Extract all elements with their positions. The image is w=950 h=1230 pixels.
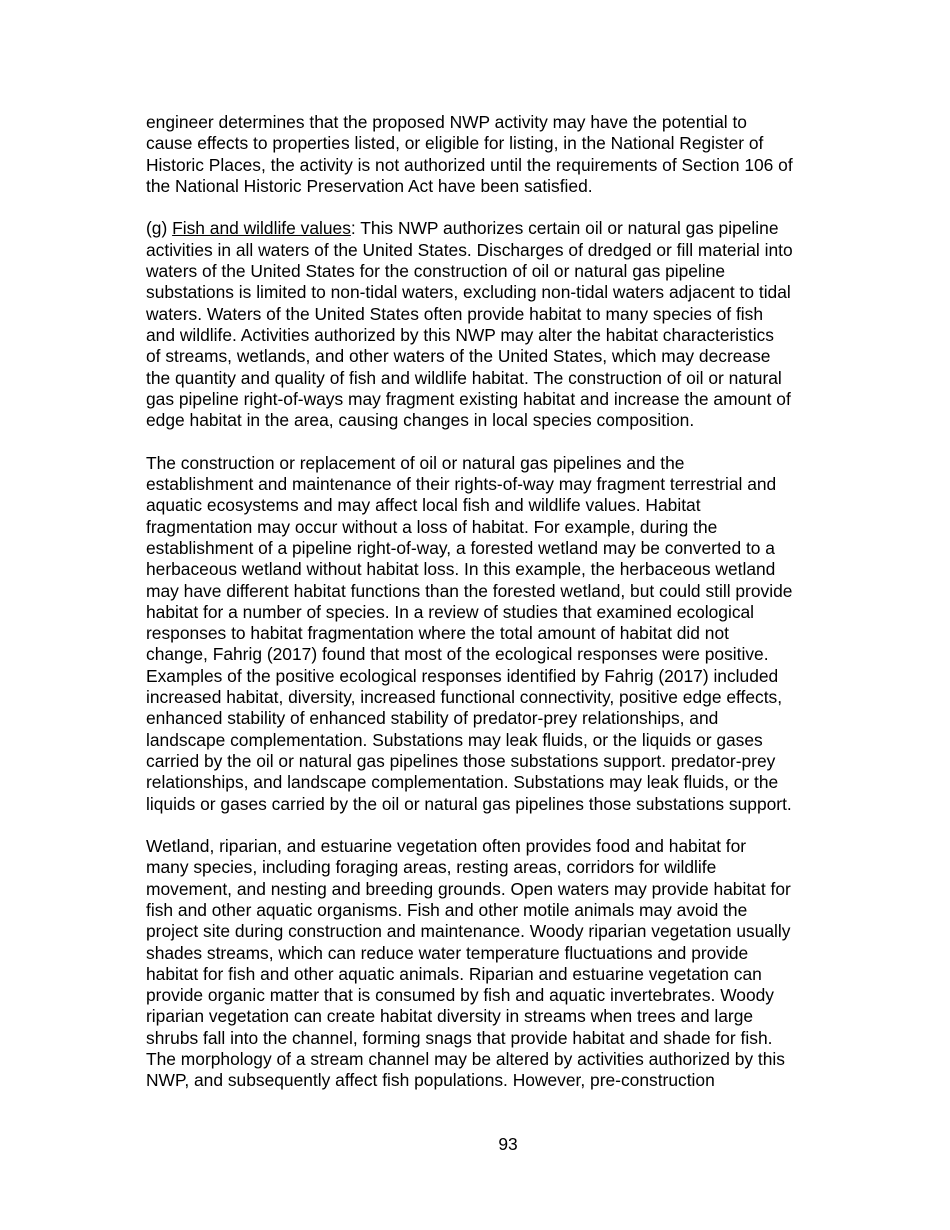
paragraph-fish-wildlife-values: [146, 218, 846, 431]
text-line: liquids or gases carried by the oil or natural gas pipelines those substations support.: [146, 793, 792, 814]
text-line: The construction or replacement of oil or natural gas pipelines and the: [146, 452, 685, 473]
paragraph-historic-places: [146, 112, 846, 197]
text-line: activities in all waters of the United States. Discharges of dredged or fill material into: [146, 239, 793, 260]
section-label: (g): [146, 218, 173, 239]
text-line: NWP, and subsequently affect fish populations. However, pre-construction: [146, 1070, 715, 1091]
text-line: aquatic ecosystems and may affect local fish and wildlife values. Habitat: [146, 495, 701, 516]
text-line: cause effects to properties listed, or eligible for listing, in the National Register of: [146, 133, 764, 154]
text-line: provide organic matter that is consumed by fish and aquatic invertebrates. Woody: [146, 985, 775, 1006]
text-line: responses to habitat fragmentation where the total amount of habitat did not: [146, 623, 729, 644]
text-line: engineer determines that the proposed NWP activity may have the potential to: [146, 112, 747, 132]
text-line: change, Fahrig (2017) found that most of the ecological responses were positive.: [146, 644, 769, 665]
text-line: Wetland, riparian, and estuarine vegetation often provides food and habitat for: [146, 836, 747, 857]
text-line: shades streams, which can reduce water temperature fluctuations and provide: [146, 942, 749, 963]
heading-continuation: : This NWP authorizes certain oil or natural gas pipeline: [350, 218, 779, 239]
text-line: edge habitat in the area, causing changes in local species composition.: [146, 410, 695, 431]
text-line: fish and other aquatic organisms. Fish and other motile animals may avoid the: [146, 899, 748, 920]
text-line: and wildlife. Activities authorized by this NWP may alter the habitat characteristics: [146, 324, 774, 345]
text-line: of streams, wetlands, and other waters of the United States, which may decrease: [146, 346, 771, 367]
section-heading: Fish and wildlife values: [172, 218, 351, 239]
text-line: waters of the United States for the construction of oil or natural gas pipeline: [146, 261, 726, 282]
text-line: herbaceous wetland without habitat loss. In this example, the herbaceous wetland: [146, 559, 776, 580]
text-line: habitat for a number of species. In a review of studies that examined ecological: [146, 601, 755, 622]
text-line: substations is limited to non-tidal waters, excluding non-tidal waters adjacent to tidal: [146, 282, 791, 303]
text-line: the quantity and quality of fish and wildlife habitat. The construction of oil or natural: [146, 367, 782, 388]
text-line: riparian vegetation can create habitat diversity in streams when trees and large: [146, 1006, 754, 1027]
text-line: may have different habitat functions than the forested wetland, but could still provide: [146, 580, 793, 601]
page-number: 93: [498, 1134, 518, 1154]
text-line: carried by the oil or natural gas pipelines those substations support. predator-prey: [146, 750, 776, 771]
text-line: landscape complementation. Substations may leak fluids, or the liquids or gases: [146, 729, 763, 750]
text-line: gas pipeline right-of-ways may fragment existing habitat and increase the amount of: [146, 388, 791, 409]
text-line: enhanced stability of enhanced stability of predator-prey relationships, and: [146, 708, 719, 729]
text-line: project site during construction and maintenance. Woody riparian vegetation usually: [146, 921, 791, 942]
text-line: Historic Places, the activity is not authorized until the requirements of Section 106 of: [146, 154, 793, 175]
paragraph-vegetation-habitat: [146, 836, 846, 1092]
text-line-heading: [146, 218, 846, 239]
text-line: increased habitat, diversity, increased functional connectivity, positive edge effects,: [146, 687, 783, 708]
text-line: many species, including foraging areas, resting areas, corridors for wildlife: [146, 857, 717, 878]
text-line: The morphology of a stream channel may be altered by activities authorized by this: [146, 1049, 785, 1070]
text-line: relationships, and landscape complementation. Substations may leak fluids, or the: [146, 772, 779, 793]
text-line: movement, and nesting and breeding grounds. Open waters may provide habitat for: [146, 878, 791, 899]
text-line: habitat for fish and other aquatic animals. Riparian and estuarine vegetation can: [146, 963, 762, 984]
document-body: [146, 112, 846, 1113]
text-line: the National Historic Preservation Act have been satisfied.: [146, 175, 593, 196]
text-line: waters. Waters of the United States often provide habitat to many species of fish: [146, 303, 764, 324]
text-line: fragmentation may occur without a loss of habitat. For example, during the: [146, 516, 718, 537]
text-line: shrubs fall into the channel, forming snags that provide habitat and shade for fish.: [146, 1027, 773, 1048]
text-line: establishment of a pipeline right-of-way, a forested wetland may be converted to a: [146, 537, 775, 558]
text-line: Examples of the positive ecological responses identified by Fahrig (2017) included: [146, 665, 779, 686]
text-line: establishment and maintenance of their rights-of-way may fragment terrestrial and: [146, 474, 777, 495]
paragraph-pipeline-fragmentation: [146, 453, 846, 815]
